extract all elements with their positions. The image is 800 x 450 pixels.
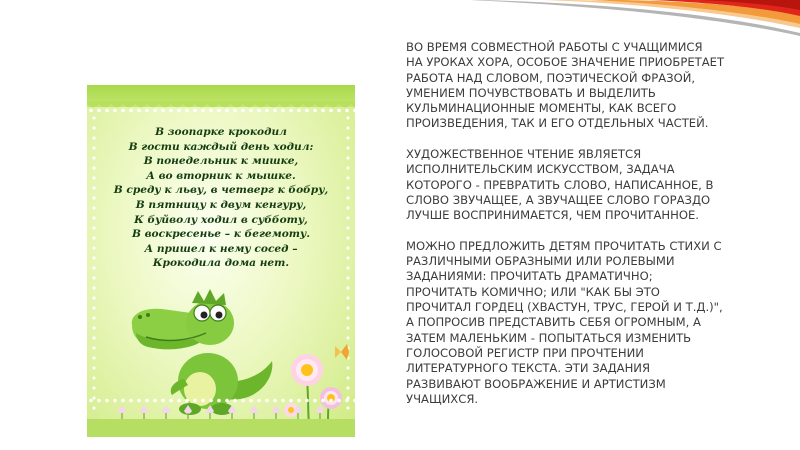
poem-line: А во вторник к мышке. — [146, 169, 296, 182]
poem-line: В понедельник к мишке, — [143, 155, 299, 168]
poem-line: В зоопарке крокодил — [155, 126, 287, 138]
poem-text — [87, 125, 355, 271]
poem-line: В воскресенье – к бегемоту. — [131, 228, 311, 241]
poem-line: В гости каждый день ходил: — [128, 140, 314, 153]
poem-line: К буйволу ходил в субботу, — [134, 213, 308, 226]
paragraph-artistic-reading: ХУДОЖЕСТВЕННОЕ ЧТЕНИЕ ЯВЛЯЕТСЯ ИСПОЛНИТЕЛЬСКИМ ИСКУССТВОМ, ЗАДАЧА КОТОРОГО - ПРЕВРАТИТЬ СЛОВО, НАПИСАННОЕ, В СЛОВО ЗВУЧАЩЕЕ, А ЗВУЧАЩЕЕ СЛОВО ГОРАЗДО ЛУЧШЕ ВОСПРИНИМАЕТСЯ, ЧЕМ ПРОЧИТАННОЕ. — [406, 147, 714, 223]
card-bottom-lace — [87, 398, 355, 403]
card-top-lace — [87, 108, 355, 113]
poem-line: Крокодила дома нет. — [152, 257, 290, 270]
poem-line: В пятницу к двум кенгуру, — [135, 198, 307, 211]
poem-line: А пришел к нему сосед – — [144, 242, 298, 255]
paragraph-reading-tasks: МОЖНО ПРЕДЛОЖИТЬ ДЕТЯМ ПРОЧИТАТЬ СТИХИ С РАЗЛИЧНЫМИ ОБРАЗНЫМИ ИЛИ РОЛЕВЫМИ ЗАДАНИЯМИ: ПРОЧИТАТЬ ДРАМАТИЧНО; ПРОЧИТАТЬ КОМИЧНО; ИЛИ "КАК БЫ ЭТО ПРОЧИТАЛ ГОРДЕЦ (ХВАСТУН, ТРУС, ГЕРОЙ И Т.Д.)", А ПОПРОСИВ ПРЕДСТАВИТЬ СЕБЯ ОГРОМНЫМ, А ЗАТЕМ МАЛЕНЬКИМ - ПОПЫТАТЬСЯ ИЗМЕНИТЬ ГОЛОСОВОЙ РЕГИСТР ПРИ ПРОЧТЕНИИ ЛИТЕРАТУРНОГО ТЕКСТА. ЭТИ ЗАДАНИЯ РАЗВИВАЮТ ВООБРАЖЕНИЕ И АРТИСТИЗМ УЧАЩИХСЯ. — [406, 238, 723, 406]
paragraph-choir-work: ВО ВРЕМЯ СОВМЕСТНОЙ РАБОТЫ С УЧАЩИМИСЯ НА УРОКАХ ХОРА, ОСОБОЕ ЗНАЧЕНИЕ ПРИОБРЕТАЕТ РАБОТА НАД СЛОВОМ, ПОЭТИЧЕСКОЙ ФРАЗОЙ, УМЕНИЕМ ПОЧУВСТВОВАТЬ И ВЫДЕЛИТЬ КУЛЬМИНАЦИОННЫЕ МОМЕНТЫ, КАК ВСЕГО ПРОИЗВЕДЕНИЯ, ТАК И ЕГО ОТДЕЛЬНЫХ ЧАСТЕЙ. — [406, 40, 725, 131]
slide-text — [406, 40, 796, 407]
card-bottom-border — [87, 419, 355, 437]
poem-line: В среду к льву, в четверг к бобру, — [113, 184, 329, 197]
card-top-border — [87, 85, 355, 107]
poem-card — [87, 85, 355, 437]
